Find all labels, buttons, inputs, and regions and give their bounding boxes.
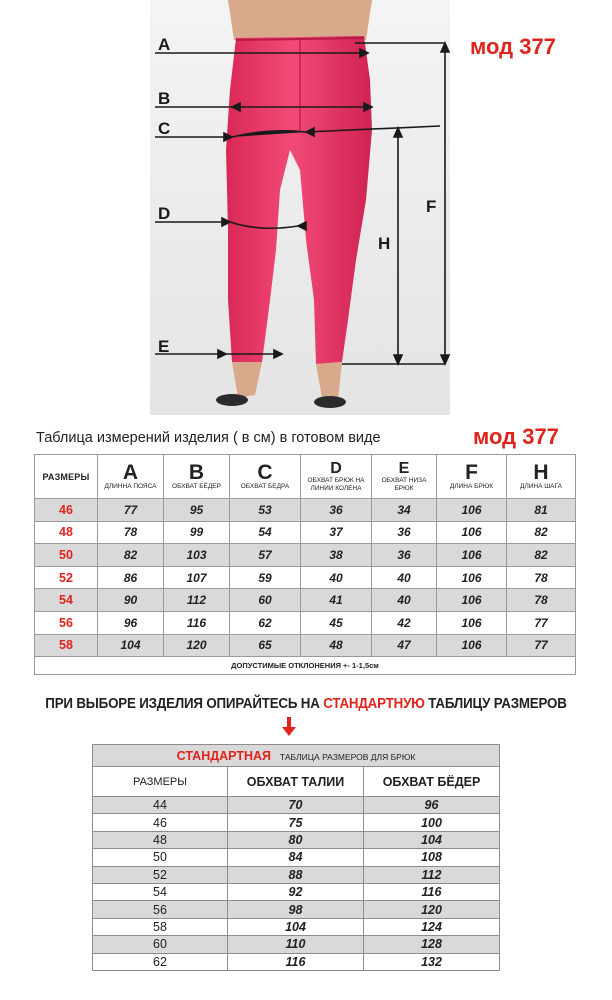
value-cell: 96 [364,797,500,814]
measure-table-model: мод 377 [473,424,559,449]
size-cell: 54 [35,589,98,612]
model-label-top: мод 377 [470,34,556,59]
value-cell: 104 [364,831,500,848]
value-cell: 77 [98,499,164,522]
table-row [93,849,500,866]
col-letter: C [257,461,273,484]
table-row [93,814,500,831]
right-shoe [314,396,346,408]
size-cell: 56 [35,611,98,634]
value-cell: 116 [228,953,364,970]
value-cell: 82 [507,544,576,567]
col-header-a [98,455,164,499]
col-letter: F [465,461,478,484]
value-cell: 98 [228,901,364,918]
col-letter: A [122,461,139,484]
standard-table-title [93,745,500,767]
label-f: F [426,197,437,216]
value-cell: 90 [98,589,164,612]
value-cell: 84 [228,849,364,866]
value-cell: 95 [164,499,230,522]
value-cell: 103 [164,544,230,567]
size-cell: 48 [93,831,228,848]
value-cell: 86 [98,566,164,589]
table-row [93,953,500,970]
value-cell: 82 [98,544,164,567]
standard-title-red: СТАНДАРТНАЯ [176,748,272,763]
value-cell: 120 [164,634,230,657]
value-cell: 92 [228,883,364,900]
torso [228,0,372,40]
col-header-d [301,455,372,499]
notice-text-before: ПРИ ВЫБОРЕ ИЗДЕЛИЯ ОПИРАЙТЕСЬ НА [45,696,324,712]
col-header-sizes: РАЗМЕРЫ [35,455,98,499]
table-row [35,634,576,657]
value-cell: 81 [507,499,576,522]
value-cell: 112 [164,589,230,612]
value-cell: 116 [364,883,500,900]
value-cell: 34 [372,499,437,522]
col-description: ДЛИНА ШАГА [520,483,562,490]
table-row [35,499,576,522]
size-cell: 60 [93,936,228,953]
value-cell: 57 [230,544,301,567]
value-cell: 99 [164,521,230,544]
standard-table-header [93,767,500,797]
value-cell: 78 [507,566,576,589]
value-cell: 41 [301,589,372,612]
value-cell: 104 [98,634,164,657]
value-cell: 40 [301,566,372,589]
value-cell: 78 [98,521,164,544]
size-cell: 58 [93,918,228,935]
col-letter: B [188,461,205,484]
size-notice [24,696,587,712]
value-cell: 106 [437,544,507,567]
value-cell: 45 [301,611,372,634]
value-cell: 96 [98,611,164,634]
standard-title-rest: ТАБЛИЦА РАЗМЕРОВ ДЛЯ БРЮК [279,751,416,762]
table-row [93,901,500,918]
value-cell: 38 [301,544,372,567]
standard-col-header: ОБХВАТ БЁДЕР [364,767,500,797]
value-cell: 54 [230,521,301,544]
value-cell: 82 [507,521,576,544]
value-cell: 36 [301,499,372,522]
table-row [35,611,576,634]
table-row [93,831,500,848]
value-cell: 47 [372,634,437,657]
notice-text-after: ТАБЛИЦУ РАЗМЕРОВ [424,696,567,712]
label-c: C [158,119,171,138]
col-letter: E [398,460,410,477]
value-cell: 53 [230,499,301,522]
value-cell: 124 [364,918,500,935]
measurement-table-header [35,455,576,499]
measurement-table [34,454,576,675]
table-row [35,544,576,567]
value-cell: 78 [507,589,576,612]
value-cell: 40 [372,589,437,612]
standard-size-table [92,744,500,971]
table-row [35,521,576,544]
table-row [93,883,500,900]
pants-measurement-figure [0,0,612,420]
col-letter: H [533,461,549,484]
size-cell: 52 [35,566,98,589]
table-row [93,797,500,814]
value-cell: 77 [507,634,576,657]
value-cell: 108 [364,849,500,866]
tolerance-note: ДОПУСТИМЫЕ ОТКЛОНЕНИЯ +- 1-1,5см [35,657,576,675]
standard-col-header: ОБХВАТ ТАЛИИ [228,767,364,797]
value-cell: 36 [372,544,437,567]
value-cell: 106 [437,611,507,634]
table-row [93,918,500,935]
value-cell: 116 [164,611,230,634]
value-cell: 106 [437,521,507,544]
table-row [93,936,500,953]
col-description: ОБХВАТ БЕДРА [240,483,290,490]
value-cell: 107 [164,566,230,589]
value-cell: 110 [228,936,364,953]
col-description: ОБХВАТ НИЗА БРЮК [381,477,427,492]
value-cell: 80 [228,831,364,848]
value-cell: 62 [230,611,301,634]
label-e: E [158,337,170,356]
value-cell: 132 [364,953,500,970]
label-h: H [378,234,391,253]
value-cell: 48 [301,634,372,657]
value-cell: 120 [364,901,500,918]
value-cell: 112 [364,866,500,883]
col-header-e [372,455,437,499]
value-cell: 75 [228,814,364,831]
size-cell: 50 [35,544,98,567]
size-cell: 48 [35,521,98,544]
col-letter: D [330,460,342,477]
size-cell: 58 [35,634,98,657]
size-cell: 46 [35,499,98,522]
value-cell: 100 [364,814,500,831]
value-cell: 60 [230,589,301,612]
value-cell: 88 [228,866,364,883]
value-cell: 106 [437,499,507,522]
table-row [35,589,576,612]
col-description: ОБХВАТ БРЮК НА ЛИНИИ КОЛЕНА [307,477,365,492]
col-description: ОБХВАТ БЁДЕР [172,483,221,490]
value-cell: 104 [228,918,364,935]
col-header-b [164,455,230,499]
size-cell: 54 [93,883,228,900]
left-shoe [216,394,248,406]
value-cell: 77 [507,611,576,634]
standard-col-header: РАЗМЕРЫ [93,767,228,797]
value-cell: 70 [228,797,364,814]
value-cell: 36 [372,521,437,544]
size-cell: 44 [93,797,228,814]
table-row [93,866,500,883]
notice-highlight: СТАНДАРТНУЮ [323,696,425,712]
col-header-h [507,455,576,499]
value-cell: 106 [437,566,507,589]
value-cell: 106 [437,634,507,657]
value-cell: 128 [364,936,500,953]
col-header-f [437,455,507,499]
size-cell: 46 [93,814,228,831]
col-header-c [230,455,301,499]
size-cell: 50 [93,849,228,866]
size-cell: 62 [93,953,228,970]
value-cell: 42 [372,611,437,634]
down-arrow-icon [282,717,296,737]
measure-table-title: Таблица измерений изделия ( в см) в готовом виде [36,430,381,446]
col-description: ДЛИННА ПОЯСА [104,483,157,490]
value-cell: 37 [301,521,372,544]
value-cell: 40 [372,566,437,589]
label-a: A [158,35,171,54]
label-b: B [158,89,171,108]
label-d: D [158,204,171,223]
value-cell: 59 [230,566,301,589]
table-row [35,566,576,589]
value-cell: 106 [437,589,507,612]
value-cell: 65 [230,634,301,657]
size-cell: 56 [93,901,228,918]
col-description: ДЛИНА БРЮК [449,483,494,490]
size-cell: 52 [93,866,228,883]
